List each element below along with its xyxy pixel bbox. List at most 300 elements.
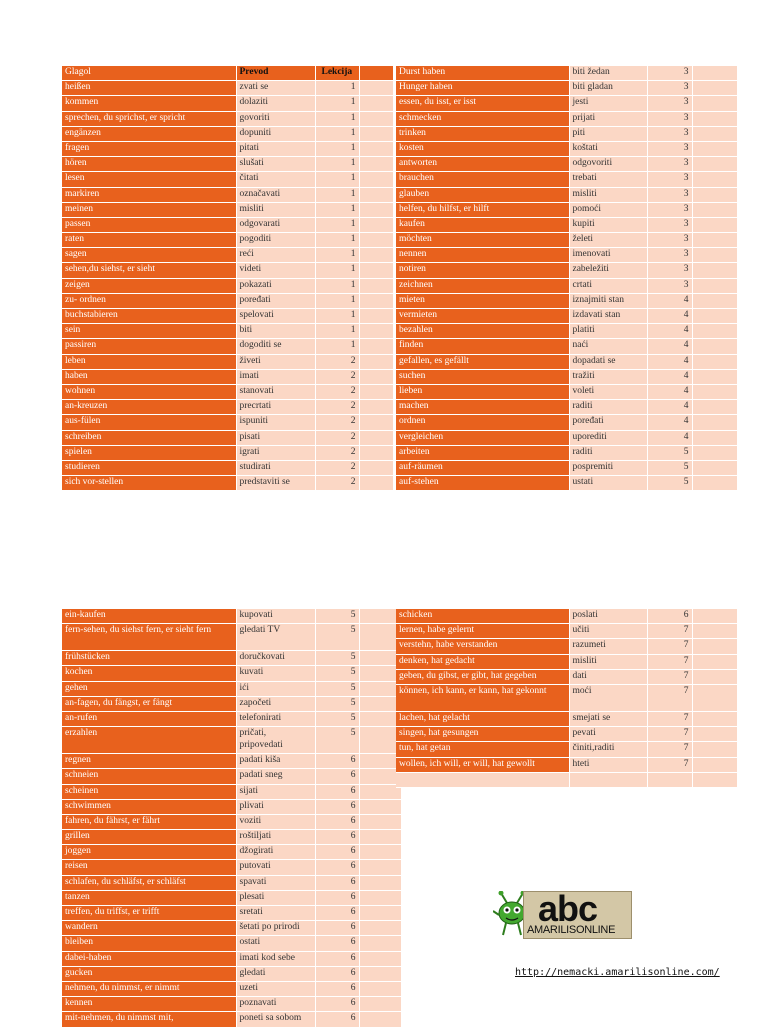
translation-cell: ostati [236,936,315,951]
logo-abc: abc [538,888,598,929]
translation-cell: misliti [236,202,315,217]
empty-cell [692,248,737,263]
empty-cell [359,263,393,278]
empty-cell [692,309,737,324]
lesson-cell: 1 [315,263,359,278]
translation-cell: hteti [569,757,647,772]
amarilisonline-logo [493,889,633,941]
verb-cell: trinken [396,126,569,141]
translation-cell: iznajmiti stan [569,293,647,308]
verb-cell: notiren [396,263,569,278]
verb-cell: fragen [62,141,236,156]
translation-cell: označavati [236,187,315,202]
lesson-cell: 5 [315,609,359,624]
translation-cell: voziti [236,814,315,829]
empty-cell [359,309,393,324]
empty-cell [692,66,737,81]
table-row [62,400,393,415]
verb-cell: nehmen, du nimmst, er nimmt [62,981,236,996]
lesson-cell: 1 [315,187,359,202]
lesson-cell: 6 [315,921,359,936]
translation-cell: voleti [569,384,647,399]
lesson-cell: 2 [315,369,359,384]
verb-cell: kommen [62,96,236,111]
empty-cell [359,966,401,981]
table-row [396,684,737,711]
lesson-cell: 6 [315,875,359,890]
verb-cell: wandern [62,921,236,936]
verb-cell: geben, du gibst, er gibt, hat gegeben [396,669,569,684]
translation-cell: dogoditi se [236,339,315,354]
translation-cell: poslati [569,609,647,624]
empty-cell [692,263,737,278]
table-row [396,111,737,126]
verb-cell: treffen, du triffst, er trifft [62,906,236,921]
verb-cell: heißen [62,81,236,96]
lesson-cell: 3 [647,263,692,278]
empty-cell [692,369,737,384]
table-row [62,354,393,369]
lesson-cell: 1 [315,309,359,324]
lesson-cell: 1 [315,324,359,339]
lesson-cell: 1 [315,126,359,141]
empty-cell [359,187,393,202]
translation-cell: naći [569,339,647,354]
verb-cell: sich vor-stellen [62,476,236,491]
lesson-cell: 7 [647,684,692,711]
verb-cell: helfen, du hilfst, er hilft [396,202,569,217]
lesson-cell: 4 [647,309,692,324]
lesson-cell: 5 [315,711,359,726]
verb-cell: sehen,du siehst, er sieht [62,263,236,278]
translation-cell: džogirati [236,845,315,860]
empty-cell [359,384,393,399]
verb-cell: schreiben [62,430,236,445]
verb-cell: frühstücken [62,651,236,666]
lesson-cell: 6 [315,799,359,814]
empty-cell [692,609,737,624]
lesson-cell: 4 [647,400,692,415]
verb-cell: kaufen [396,217,569,232]
table-row [62,233,393,248]
translation-cell: živeti [236,354,315,369]
empty-cell [359,1012,401,1027]
lesson-cell: 5 [315,696,359,711]
verb-cell: wohnen [62,384,236,399]
lesson-cell: 2 [315,445,359,460]
table-row [62,681,401,696]
table-row [62,445,393,460]
lesson-cell: 3 [647,141,692,156]
table-row [62,754,401,769]
empty-cell [692,278,737,293]
verb-cell: arbeiten [396,445,569,460]
table-row [62,727,401,754]
empty-cell [692,624,737,639]
table-row [62,921,401,936]
empty-cell [692,141,737,156]
verb-cell: lernen, habe gelernt [396,624,569,639]
table-row [62,384,393,399]
table-row [396,772,737,787]
translation-cell: odgovarati [236,217,315,232]
verb-table-4 [396,609,737,788]
verb-cell: möchten [396,233,569,248]
verb-cell: raten [62,233,236,248]
empty-cell [359,769,401,784]
empty-cell [359,430,393,445]
empty-cell [692,476,737,491]
lesson-cell: 3 [647,81,692,96]
verb-cell: joggen [62,845,236,860]
lesson-cell: 5 [647,460,692,475]
translation-cell: tražiti [569,369,647,384]
translation-cell: moći [569,684,647,711]
translation-cell: imati kod sebe [236,951,315,966]
lesson-cell: 6 [315,906,359,921]
translation-cell: misliti [569,187,647,202]
empty-cell [359,202,393,217]
lesson-cell: 3 [647,172,692,187]
blank-cell [692,772,737,787]
table-row [396,400,737,415]
empty-cell [692,233,737,248]
empty-cell [359,233,393,248]
empty-cell [359,278,393,293]
table-row [62,263,393,278]
translation-cell: reći [236,248,315,263]
table-row [396,609,737,624]
lesson-cell: 7 [647,727,692,742]
verb-cell: passen [62,217,236,232]
translation-cell: plesati [236,890,315,905]
empty-cell [692,96,737,111]
translation-cell: dopuniti [236,126,315,141]
table-row [62,666,401,681]
lesson-cell: 6 [315,1012,359,1027]
translation-cell: slušati [236,157,315,172]
verb-cell: sagen [62,248,236,263]
translation-cell: dolaziti [236,96,315,111]
translation-cell: uzeti [236,981,315,996]
translation-cell: uporediti [569,430,647,445]
empty-cell [359,890,401,905]
table-row [62,966,401,981]
empty-cell [692,202,737,217]
header-lekcija: Lekcija [315,66,359,81]
lesson-cell: 6 [315,890,359,905]
lesson-cell: 5 [315,624,359,651]
verb-cell: denken, hat gedacht [396,654,569,669]
table-row [396,309,737,324]
table-row [396,445,737,460]
verb-cell: sein [62,324,236,339]
lesson-cell: 1 [315,172,359,187]
translation-cell: poneti sa sobom [236,1012,315,1027]
lesson-cell: 3 [647,233,692,248]
lesson-cell: 1 [315,278,359,293]
lesson-cell: 7 [647,711,692,726]
lesson-cell: 5 [315,651,359,666]
empty-cell [692,742,737,757]
empty-cell [692,339,737,354]
table-row [62,460,393,475]
empty-cell [359,727,401,754]
table-row [396,415,737,430]
lesson-cell: 5 [315,681,359,696]
lesson-cell: 6 [315,860,359,875]
website-link[interactable]: http://nemacki.amarilisonline.com/ [515,967,720,978]
lesson-cell: 3 [647,157,692,172]
lesson-cell: 4 [647,430,692,445]
table-row [396,354,737,369]
translation-cell: raditi [569,445,647,460]
table-row [62,981,401,996]
table-row [396,66,737,81]
translation-cell: zvati se [236,81,315,96]
lesson-cell: 3 [647,278,692,293]
verb-cell: zeigen [62,278,236,293]
translation-cell: jesti [569,96,647,111]
empty-cell [359,354,393,369]
verb-cell: tun, hat getan [396,742,569,757]
translation-cell: spelovati [236,309,315,324]
empty-cell [359,141,393,156]
empty-cell [359,906,401,921]
translation-cell: telefonirati [236,711,315,726]
blank-cell [396,772,569,787]
table-row [62,81,393,96]
table-row [396,476,737,491]
lesson-cell: 1 [315,293,359,308]
translation-cell: doručkovati [236,651,315,666]
lesson-cell: 6 [315,784,359,799]
table-row [396,81,737,96]
verb-cell: regnen [62,754,236,769]
verb-cell: sprechen, du sprichst, er spricht [62,111,236,126]
verb-cell: schlafen, du schläfst, er schläfst [62,875,236,890]
translation-cell: gledati [236,966,315,981]
lesson-cell: 2 [315,430,359,445]
table-row [62,906,401,921]
table-row [62,430,393,445]
table-row [62,875,401,890]
header-prevod: Prevod [236,66,315,81]
lesson-cell: 6 [315,966,359,981]
lesson-cell: 4 [647,369,692,384]
empty-cell [692,384,737,399]
translation-cell: pevati [569,727,647,742]
translation-cell: pokazati [236,278,315,293]
empty-cell [359,845,401,860]
lesson-cell: 1 [315,233,359,248]
translation-cell: šetati po prirodi [236,921,315,936]
empty-cell [359,860,401,875]
table-row [396,624,737,639]
translation-cell: zabeležiti [569,263,647,278]
lesson-cell: 5 [315,666,359,681]
verb-cell: leben [62,354,236,369]
verb-cell: ein-kaufen [62,609,236,624]
lesson-cell: 4 [647,384,692,399]
lesson-cell: 3 [647,217,692,232]
table-row [396,742,737,757]
verb-cell: nennen [396,248,569,263]
lesson-cell: 1 [315,202,359,217]
translation-cell: odgovoriti [569,157,647,172]
translation-cell: želeti [569,233,647,248]
lesson-cell: 4 [647,324,692,339]
table-row [62,845,401,860]
lesson-cell: 3 [647,202,692,217]
translation-cell: piti [569,126,647,141]
verb-cell: kosten [396,141,569,156]
verb-cell: reisen [62,860,236,875]
translation-cell: studirati [236,460,315,475]
empty-cell [359,799,401,814]
table-row [62,96,393,111]
translation-cell: poređati [569,415,647,430]
translation-cell: sretati [236,906,315,921]
verb-cell: gefallen, es gefällt [396,354,569,369]
empty-cell [692,187,737,202]
translation-cell: biti gladan [569,81,647,96]
translation-cell: kupiti [569,217,647,232]
empty-cell [359,460,393,475]
lesson-cell: 1 [315,248,359,263]
table-row [62,624,401,651]
translation-cell: biti [236,324,315,339]
blank-cell [647,772,692,787]
empty-cell [359,400,393,415]
verb-cell: passiren [62,339,236,354]
table-row [396,172,737,187]
empty-cell [359,126,393,141]
logo-name: AMARILISONLINE [527,924,616,936]
blank-cell [569,772,647,787]
verb-cell: vergleichen [396,430,569,445]
translation-cell: stanovati [236,384,315,399]
verb-cell: zu- ordnen [62,293,236,308]
translation-cell: koštati [569,141,647,156]
translation-cell: ustati [569,476,647,491]
verb-cell: auf-stehen [396,476,569,491]
lesson-cell: 6 [315,845,359,860]
empty-cell [692,354,737,369]
translation-cell: pitati [236,141,315,156]
table-row [62,415,393,430]
empty-cell [359,609,401,624]
translation-cell: dati [569,669,647,684]
lesson-cell: 1 [315,81,359,96]
lesson-cell: 4 [647,293,692,308]
translation-cell: trebati [569,172,647,187]
table-row [62,217,393,232]
lesson-cell: 2 [315,460,359,475]
translation-cell: kupovati [236,609,315,624]
verb-cell: glauben [396,187,569,202]
lesson-cell: 6 [315,769,359,784]
table-row [62,309,393,324]
table-row [396,727,737,742]
translation-cell: padati kiša [236,754,315,769]
table-row [396,654,737,669]
empty-cell [359,81,393,96]
verb-cell: verstehn, habe verstanden [396,639,569,654]
table-row [396,126,737,141]
verb-cell: wollen, ich will, er will, hat gewollt [396,757,569,772]
empty-cell [692,111,737,126]
empty-cell [359,711,401,726]
translation-cell: započeti [236,696,315,711]
verb-table-1 [62,66,393,491]
empty-cell [359,696,401,711]
table-row [396,187,737,202]
empty-cell [692,126,737,141]
translation-cell: imenovati [569,248,647,263]
empty-cell [692,460,737,475]
translation-cell: prijati [569,111,647,126]
empty-cell [359,936,401,951]
empty-cell [359,96,393,111]
table-row [62,711,401,726]
translation-cell: poređati [236,293,315,308]
table-row [396,278,737,293]
translation-cell: smejati se [569,711,647,726]
lesson-cell: 7 [647,639,692,654]
lesson-cell: 2 [315,476,359,491]
table-row [396,639,737,654]
table-row [396,157,737,172]
table-row [62,799,401,814]
empty-cell [359,830,401,845]
verb-cell: haben [62,369,236,384]
lesson-cell: 2 [315,415,359,430]
table-row [396,217,737,232]
verb-cell: schneien [62,769,236,784]
table-row [396,711,737,726]
verb-cell: lieben [396,384,569,399]
verb-cell: können, ich kann, er kann, hat gekonnt [396,684,569,711]
empty-cell [359,997,401,1012]
empty-cell [359,784,401,799]
translation-cell: pisati [236,430,315,445]
table-row [62,1012,401,1027]
verb-cell: fahren, du fährst, er fährt [62,814,236,829]
lesson-cell: 1 [315,111,359,126]
verb-cell: engänzen [62,126,236,141]
verb-cell: lachen, hat gelacht [396,711,569,726]
lesson-cell: 4 [647,415,692,430]
verb-cell: dabei-haben [62,951,236,966]
empty-cell [359,666,401,681]
translation-cell: padati sneg [236,769,315,784]
translation-cell: biti žedan [569,66,647,81]
verb-cell: schwimmen [62,799,236,814]
lesson-cell: 1 [315,141,359,156]
lesson-cell: 3 [647,111,692,126]
lesson-cell: 1 [315,339,359,354]
header-row [62,66,393,81]
table-row [62,860,401,875]
table-row [396,339,737,354]
translation-cell: pričati, pripovedati [236,727,315,754]
empty-cell [359,754,401,769]
verb-cell: mieten [396,293,569,308]
empty-cell [359,415,393,430]
verb-cell: ordnen [396,415,569,430]
empty-cell [359,324,393,339]
